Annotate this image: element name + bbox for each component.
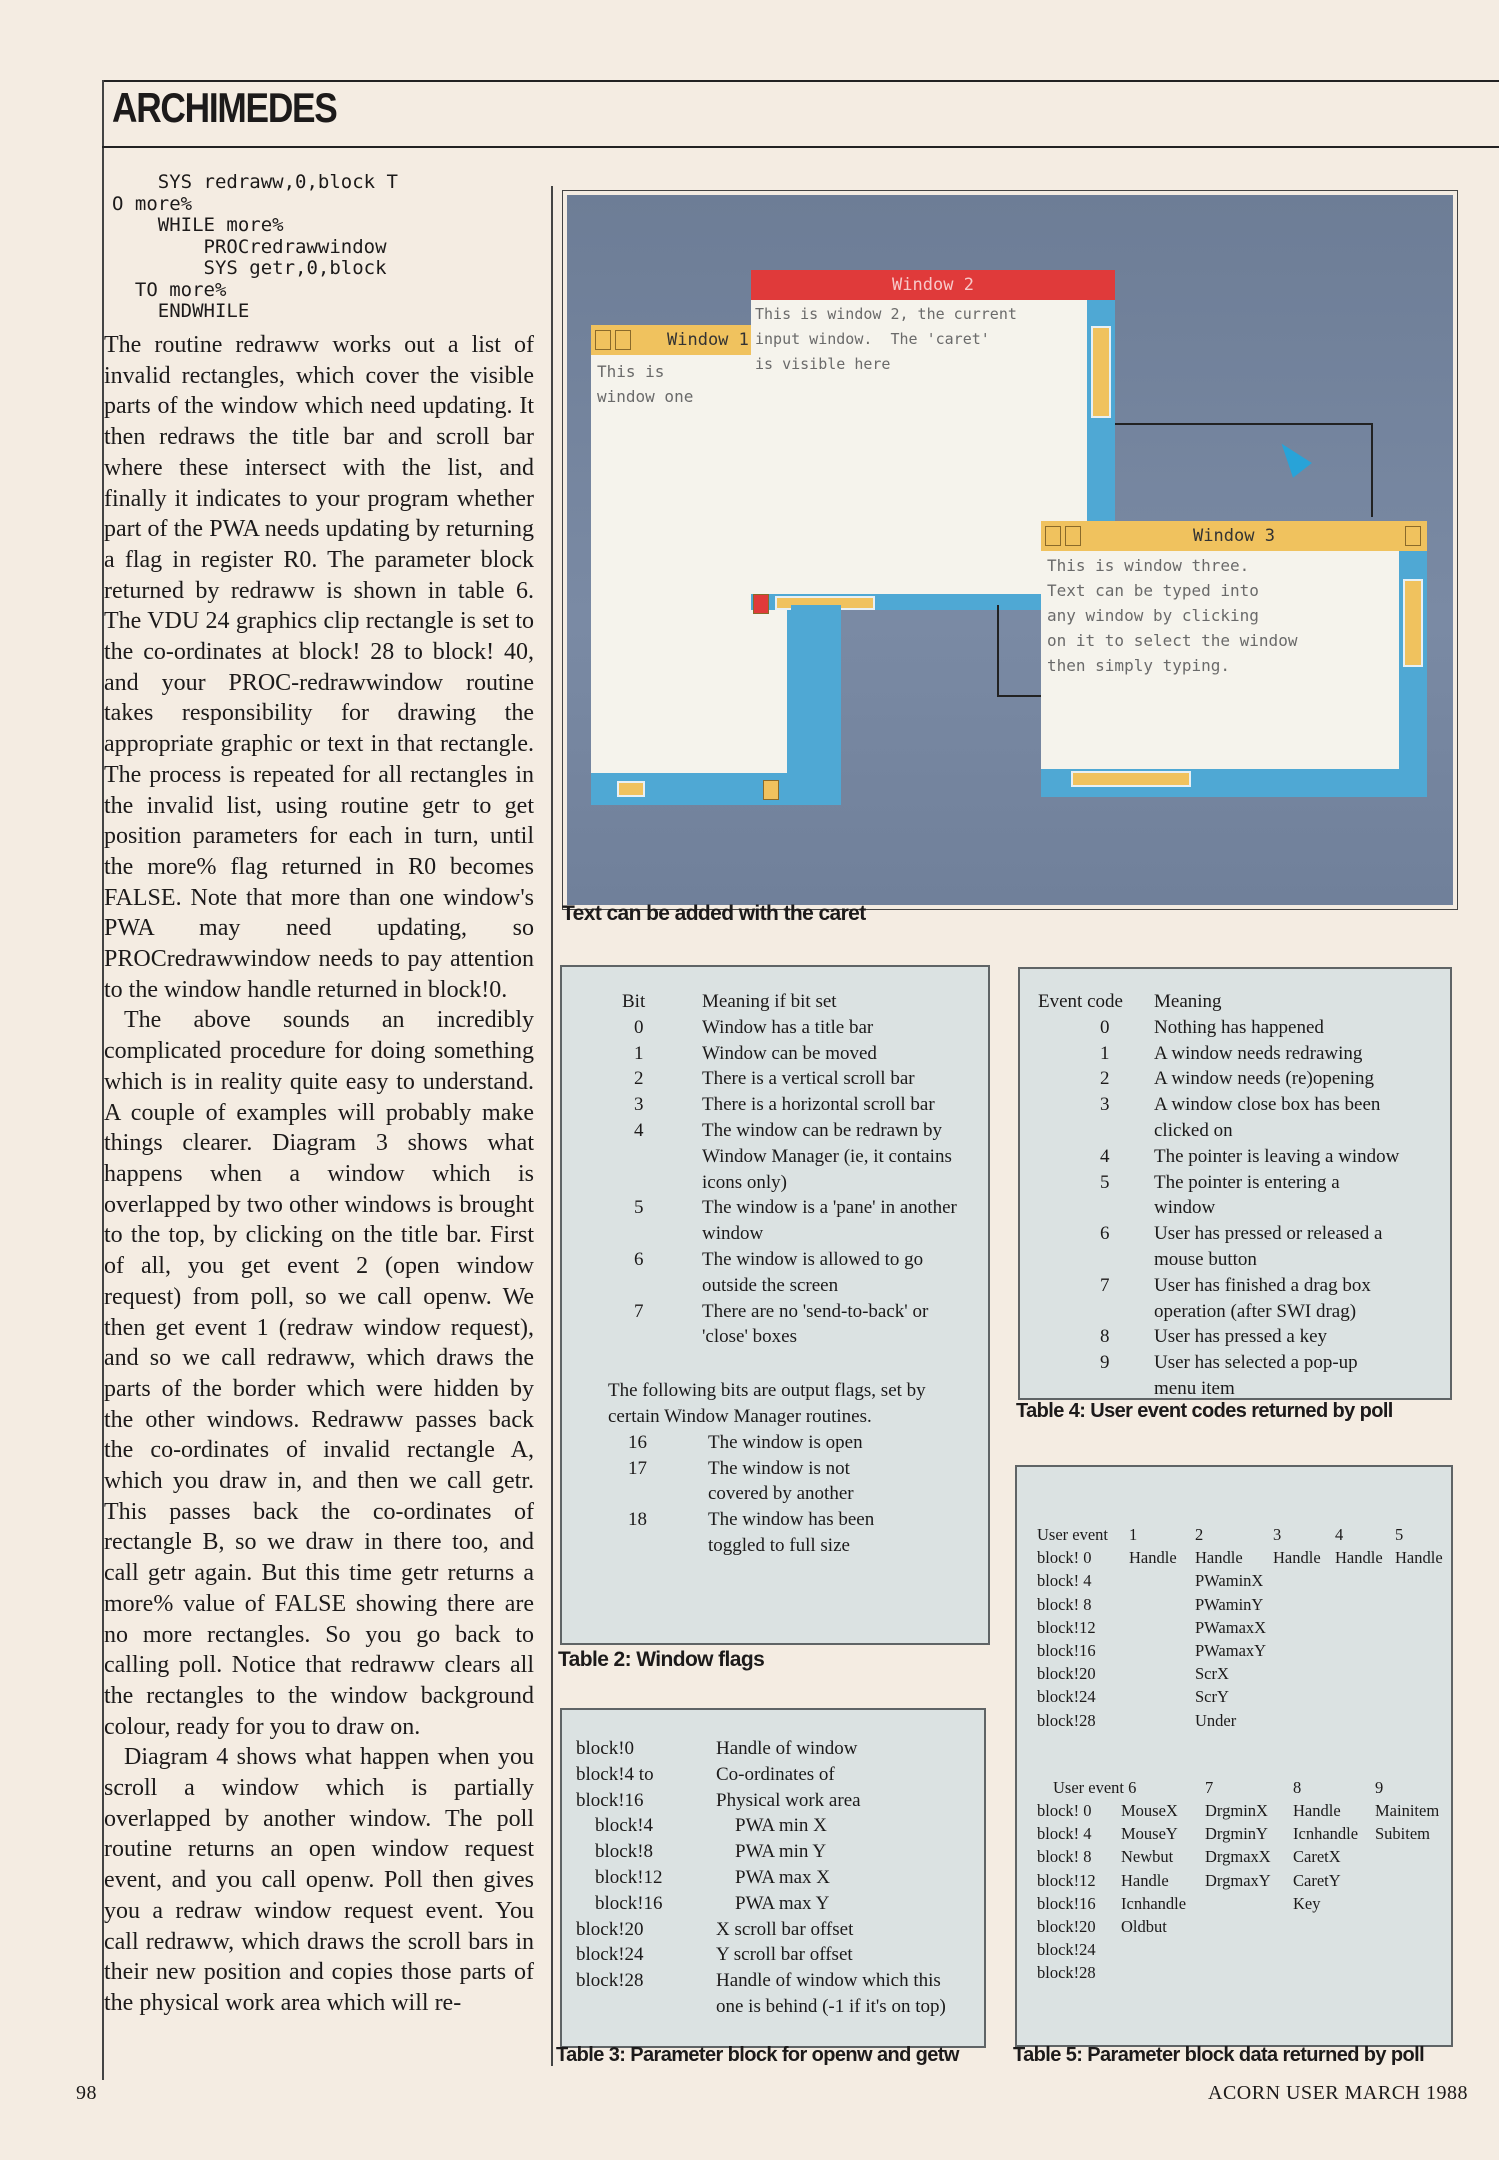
table2-header: Meaning if bit set: [702, 991, 837, 1012]
window-two-titlebar: [751, 270, 1115, 300]
table5-header: 4: [1335, 1525, 1344, 1544]
table5-header: 9: [1375, 1777, 1384, 1797]
table2-panel: [560, 965, 990, 1645]
connector-line: [1115, 423, 1371, 425]
table-row: block!16 PWA max Y: [576, 1892, 830, 1914]
header-bottom-rule: [102, 146, 1499, 148]
table-row: 2 There is a vertical scroll bar: [634, 1068, 915, 1090]
table-row: 2 A window needs (re)opening: [1100, 1068, 1375, 1090]
table3-grid: [576, 1736, 966, 2020]
article-paragraph: The routine redraww works out a list of invalid rectangles, which cover the visible parts of the window which need updating. It then redraws the title bar and scroll bar where these intersect with the list, and finally it indicates to your program whether part of the PWA needs updating by returning a flag in register R0. The parameter block returned by redraww is shown in table 6. The VDU 24 graphics clip rectangle is set to the co-ordinates at block! 28 to block! 40, and your PROC-redrawwindow routine takes responsibility for drawing the appropriate graphic or text in that rectangle. The process is repeated for all rectangles in the invalid list, using routine getr to get position parameters for each in turn, until the more% flag returned in R0 becomes FALSE. Note that more than one window's PWA may need updating, so PROCredrawwindow needs to pay attention to the window handle returned in block!0.: [104, 332, 534, 1003]
code-line: SYS getr,0,block: [112, 257, 387, 279]
table5-panel: [1015, 1465, 1453, 2047]
table-row: 6 User has pressed or released a mouse button: [1100, 1223, 1383, 1270]
table5-header: User event: [1037, 1525, 1109, 1544]
table-row: block!16 Physical work area: [576, 1789, 861, 1811]
header-top-rule: [102, 80, 1499, 82]
table-row: 1 A window needs redrawing: [1100, 1042, 1363, 1064]
table-row: block!28: [1037, 1963, 1096, 1983]
code-line: O more%: [112, 192, 193, 215]
scroll-left-icon: [753, 594, 769, 614]
table5-header: 2: [1195, 1525, 1204, 1544]
table-row: 0 Nothing has happened: [1100, 1016, 1324, 1038]
table-row: block!4 to Co-ordinates of: [576, 1763, 835, 1785]
table-row: block! 8 Newbut DrgmaxX CaretX: [1037, 1847, 1341, 1867]
table4-caption: Table 4: User event codes returned by poll: [1016, 1400, 1393, 1422]
table5-header: 1: [1129, 1525, 1138, 1544]
code-line: WHILE more%: [112, 214, 284, 236]
table-row: block!12 PWA max X: [576, 1866, 830, 1888]
scroll-right-icon: [763, 780, 779, 800]
table-row: block!8 PWA min Y: [576, 1841, 827, 1863]
code-listing: [112, 172, 532, 323]
window-three-title: Window 3: [1193, 526, 1275, 546]
table-row: 3 There is a horizontal scroll bar: [634, 1094, 935, 1116]
table5-header: User event 6: [1053, 1777, 1137, 1797]
table5-header: 5: [1395, 1525, 1404, 1544]
table-row: 4 The pointer is leaving a window: [1100, 1145, 1400, 1167]
table-row: 7 User has finished a drag box operation (after SWI drag): [1100, 1274, 1371, 1322]
table5-header: 7: [1205, 1777, 1214, 1797]
window-two-lower-scroll: [791, 605, 841, 775]
table-row: 0 Window has a title bar: [634, 1016, 874, 1038]
table-row: block!24 Y scroll bar offset: [576, 1944, 853, 1966]
table-row: 3 A window close box has been clicked on: [1100, 1094, 1381, 1141]
table-row: block! 0 MouseX DrgminX Handle Mainitem: [1037, 1801, 1440, 1821]
code-line: SYS redraww,0,block T: [112, 171, 398, 193]
table4-grid: [1038, 989, 1404, 1402]
table2-output-flags: [622, 1430, 898, 1559]
publication-footer: ACORN USER MARCH 1988: [1208, 2082, 1468, 2104]
table-row: block!16 Icnhandle Key: [1037, 1893, 1321, 1913]
table-row: 18 The window has been toggled to full size: [628, 1509, 875, 1556]
window-two-text: This is window 2, the current input window. The 'caret' is visible here: [755, 305, 1017, 373]
close-icon: [595, 330, 611, 350]
window-two-vscroll-thumb: [1091, 326, 1111, 418]
table-row: block! 4 MouseY DrgminY Icnhandle Subitem: [1037, 1824, 1431, 1844]
code-line: ENDWHILE: [112, 300, 250, 322]
window-three-hscroll-thumb: [1071, 771, 1191, 787]
table-row: block!20 Oldbut: [1037, 1917, 1167, 1937]
table-row: 5 The window is a 'pane' in another window: [634, 1197, 957, 1245]
table-row: 7 There are no 'send-to-back' or 'close' boxes: [634, 1300, 929, 1348]
code-line: PROCredrawwindow: [112, 235, 387, 258]
table2-header: Bit: [622, 991, 646, 1012]
close-icon: [1045, 526, 1061, 546]
table-row: 8 User has pressed a key: [1100, 1326, 1328, 1348]
table2-caption: Table 2: Window flags: [558, 1648, 765, 1671]
table-row: block! 8 PWaminY: [1037, 1594, 1264, 1614]
section-title: ARCHIMEDES: [112, 84, 337, 131]
table-row: 17 The window is not covered by another: [628, 1457, 854, 1505]
table5-header: 8: [1293, 1777, 1302, 1797]
connector-line: [997, 695, 1043, 697]
page-number: 98: [76, 2082, 97, 2104]
window-one-text: This is window one: [597, 362, 694, 406]
screenshot-caption: Text can be added with the caret: [562, 902, 866, 925]
window-two-title: Window 2: [892, 275, 974, 295]
table-row: block!12 PWamaxX: [1037, 1617, 1267, 1637]
table-row: 16 The window is open: [628, 1431, 863, 1453]
table-row: 4 The window can be redrawn by Window Manager (ie, it contains icons only): [634, 1119, 952, 1193]
table-row: block!20 ScrX: [1037, 1664, 1229, 1684]
table3-caption: Table 3: Parameter block for openw and getw: [556, 2044, 959, 2066]
table2-note: The following bits are output flags, set by certain Window Manager routines.: [608, 1380, 926, 1427]
table4-header: Meaning: [1154, 991, 1222, 1012]
table-row: block!24: [1037, 1940, 1096, 1960]
toggle-size-icon: [1405, 526, 1421, 546]
article-paragraph: Diagram 4 shows what happen when you scroll a window which is partially overlapped by another window. The poll routine returns an open window request event, and you call openw. Poll then gives you a redraw window request event. You call redraww, which draws the scroll bars in their new position and copies those parts of the physical work area which will re-: [104, 1744, 534, 2016]
table-row: block!20 X scroll bar offset: [576, 1918, 854, 1940]
table-row: block!28 Handle of window which this one is behind (-1 if it's on top): [576, 1970, 946, 2017]
table-row: block!24 ScrY: [1037, 1687, 1229, 1707]
desktop-screenshot: [567, 195, 1453, 905]
table-row: block!28 Under: [1037, 1710, 1237, 1730]
window-one-hscroll-thumb: [617, 781, 645, 797]
table-row: block!16 PWamaxY: [1037, 1641, 1267, 1661]
article-body: [104, 330, 534, 2019]
back-icon: [1065, 526, 1081, 546]
code-line: TO more%: [112, 278, 227, 301]
window-three-vscroll-thumb: [1403, 579, 1423, 667]
mouse-pointer-icon: [1272, 436, 1312, 478]
table-row: 5 The pointer is entering a window: [1100, 1171, 1340, 1219]
table3-panel: [560, 1708, 986, 2048]
table-row: block! 4 PWaminX: [1037, 1571, 1264, 1591]
table5-part1: [1037, 1523, 1443, 1732]
table2-grid: [622, 989, 960, 1350]
table4-panel: [1018, 967, 1452, 1400]
column-divider: [551, 186, 553, 2066]
table5-header: 3: [1273, 1525, 1282, 1544]
table-row: 6 The window is allowed to go outside the screen: [634, 1248, 924, 1296]
window-three-text: This is window three. Text can be typed into any window by clicking on it to select the window then simply typing.: [1047, 556, 1298, 675]
table5-part2: [1037, 1776, 1439, 1985]
window-three: [1041, 521, 1427, 797]
table-row: block!0 Handle of window: [576, 1738, 858, 1759]
table-row: 9 User has selected a pop-up menu item: [1100, 1352, 1358, 1399]
table5-caption: Table 5: Parameter block data returned by poll: [1013, 2044, 1425, 2066]
table-row: block!12 Handle DrgmaxY CaretY: [1037, 1870, 1341, 1890]
article-paragraph: The above sounds an incredibly complicated procedure for doing something which is in reality quite easy to understand. A couple of examples will probably make things clearer. Diagram 3 shows what happens when a window which is overlapped by two other windows is brought to the top, by clicking on the title bar. First of all, you get event 2 (open window request) from poll, so we call openw. We then get event 1 (redraw window request), and so we call redraww, which draws the parts of the border which were hidden by the other windows. Redraww passes back the co-ordinates of invalid rectangle A, which you draw in, and then we call getr. This passes back the co-ordinates of rectangle B, so we draw in there too, and call getr again. But this time getr returns a more% value of FALSE showing there are no more rectangles. So you go back to calling poll. Notice that redraww clears all the rectangles to the window background colour, ready for you to draw on.: [104, 1007, 534, 1740]
window-three-titlebar: [1041, 521, 1427, 551]
connector-line: [997, 605, 999, 695]
connector-line: [1371, 423, 1373, 517]
window-one-title: Window 1: [667, 330, 749, 350]
table-row: block! 0 Handle Handle Handle Handle Handle: [1037, 1548, 1443, 1568]
table-row: 1 Window can be moved: [634, 1042, 877, 1064]
table4-header: Event code: [1038, 991, 1123, 1012]
table-row: block!4 PWA min X: [576, 1815, 827, 1837]
back-icon: [615, 330, 631, 350]
